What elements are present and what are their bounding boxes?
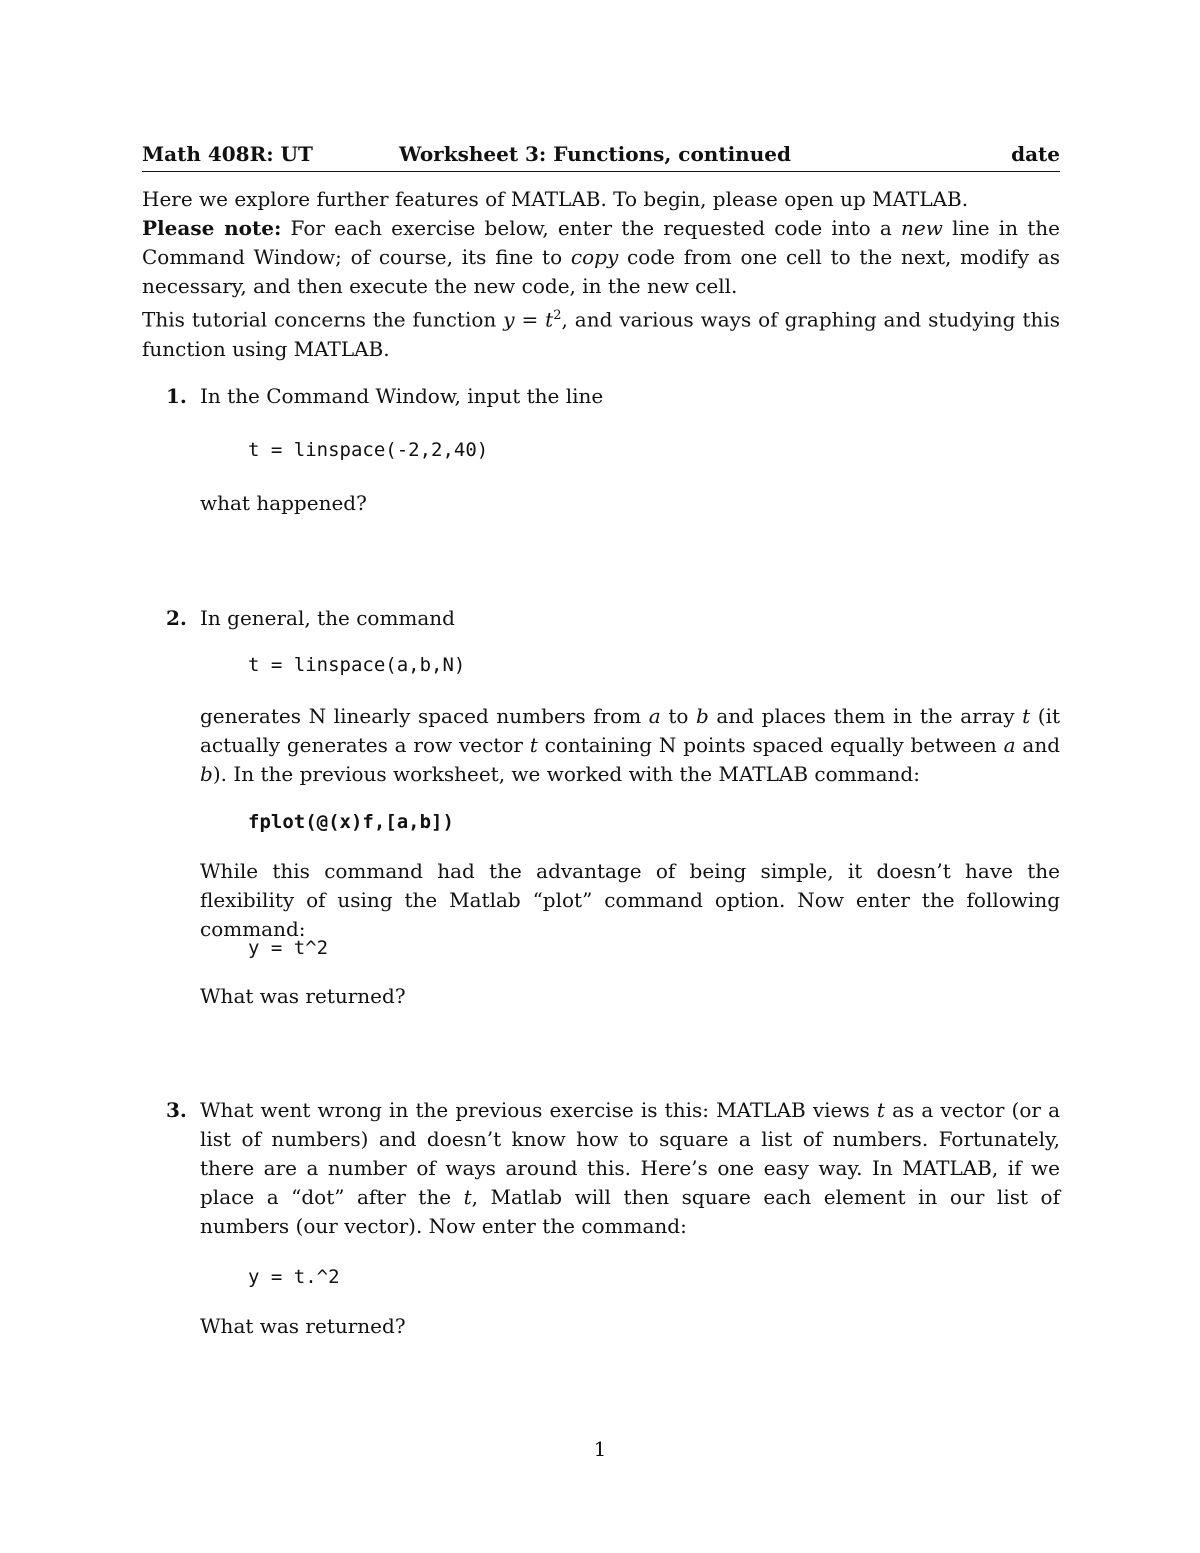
exercise-1-code: t = linspace(-2,2,40)	[248, 439, 489, 461]
math-var: a	[648, 704, 661, 728]
text: generates N linearly spaced numbers from	[200, 704, 649, 728]
page-number: 1	[593, 1437, 607, 1461]
tutorial-text: , and various ways of graphing and studying this function using MATLAB.	[142, 307, 1060, 361]
exercise-2-code-linspace: t = linspace(a,b,N)	[248, 654, 466, 676]
math-var: t	[876, 1098, 885, 1122]
date-label: date	[1011, 142, 1060, 166]
text: (it actually generates a row vector	[200, 704, 1060, 757]
math-var: t	[529, 733, 538, 757]
math-var: t	[463, 1185, 472, 1209]
math-var: b	[200, 762, 213, 786]
exercise-3-number: 3.	[166, 1098, 187, 1122]
text: containing N points spaced equally between	[537, 733, 1004, 757]
math-var: t	[545, 307, 554, 332]
text: to	[660, 704, 697, 728]
course-title: Math 408R: UT	[142, 142, 313, 166]
exercise-2-paragraph-2: While this command had the advantage of being simple, it doesn’t have the flexibility of using the Matlab “plot” command option. Now enter the following command:	[200, 859, 1060, 941]
note-text: For each exercise below, enter the requested code into a	[281, 216, 902, 240]
exercise-2-question: What was returned?	[200, 984, 406, 1008]
exercise-1-text: In the Command Window, input the line	[200, 384, 604, 408]
math-op: =	[514, 307, 546, 332]
note-text: line in the Command Window; of course, its fine to	[142, 216, 1061, 269]
text: as a vector (or a list of numbers) and doesn’t know how to square a list of numbers. Fortunately, there are a number of ways around this. Here’s one easy way. In MATLAB, if we place a “dot” after the	[200, 1098, 1060, 1209]
note-emph-new: new	[901, 216, 943, 240]
math-var: t	[1022, 704, 1031, 728]
exercise-2-code-fplot: fplot(@(x)f,[a,b])	[248, 811, 454, 833]
note-paragraph	[142, 214, 1060, 301]
exercise-2-paragraph	[200, 702, 1060, 789]
exercise-2-number: 2.	[166, 606, 187, 630]
exercise-3-code: y = t.^2	[248, 1266, 340, 1288]
worksheet-title: Worksheet 3: Functions, continued	[399, 142, 791, 166]
exercise-2-code-square: y = t^2	[248, 937, 329, 959]
note-text: code from one cell to the next, modify as necessary, and then execute the new code, in the new cell.	[142, 245, 1060, 298]
tutorial-paragraph	[142, 301, 1060, 364]
note-label: Please note:	[142, 216, 282, 240]
header-rule	[142, 171, 1060, 172]
intro-paragraph	[142, 185, 1060, 364]
text: , Matlab will then square each element in our list of numbers (our vector). Now enter the command:	[200, 1185, 1061, 1238]
note-emph-copy: copy	[570, 245, 619, 269]
math-var: b	[696, 704, 709, 728]
exercise-2-text: In general, the command	[200, 606, 455, 630]
math-var: a	[1003, 733, 1016, 757]
text: ). In the previous worksheet, we worked with the MATLAB command:	[212, 762, 920, 786]
exercise-1-question: what happened?	[200, 491, 367, 515]
exercise-1-number: 1.	[166, 384, 187, 408]
math-var: y	[503, 307, 515, 332]
intro-line: Here we explore further features of MATLAB. To begin, please open up MATLAB.	[142, 187, 969, 211]
text: and places them in the array	[708, 704, 1023, 728]
math-exponent: 2	[553, 308, 562, 323]
text: and	[1015, 733, 1061, 757]
text: What went wrong in the previous exercise is this: MATLAB views	[200, 1098, 877, 1122]
exercise-3-question: What was returned?	[200, 1314, 406, 1338]
tutorial-text: This tutorial concerns the function	[142, 307, 504, 332]
exercise-3-paragraph	[200, 1096, 1060, 1241]
